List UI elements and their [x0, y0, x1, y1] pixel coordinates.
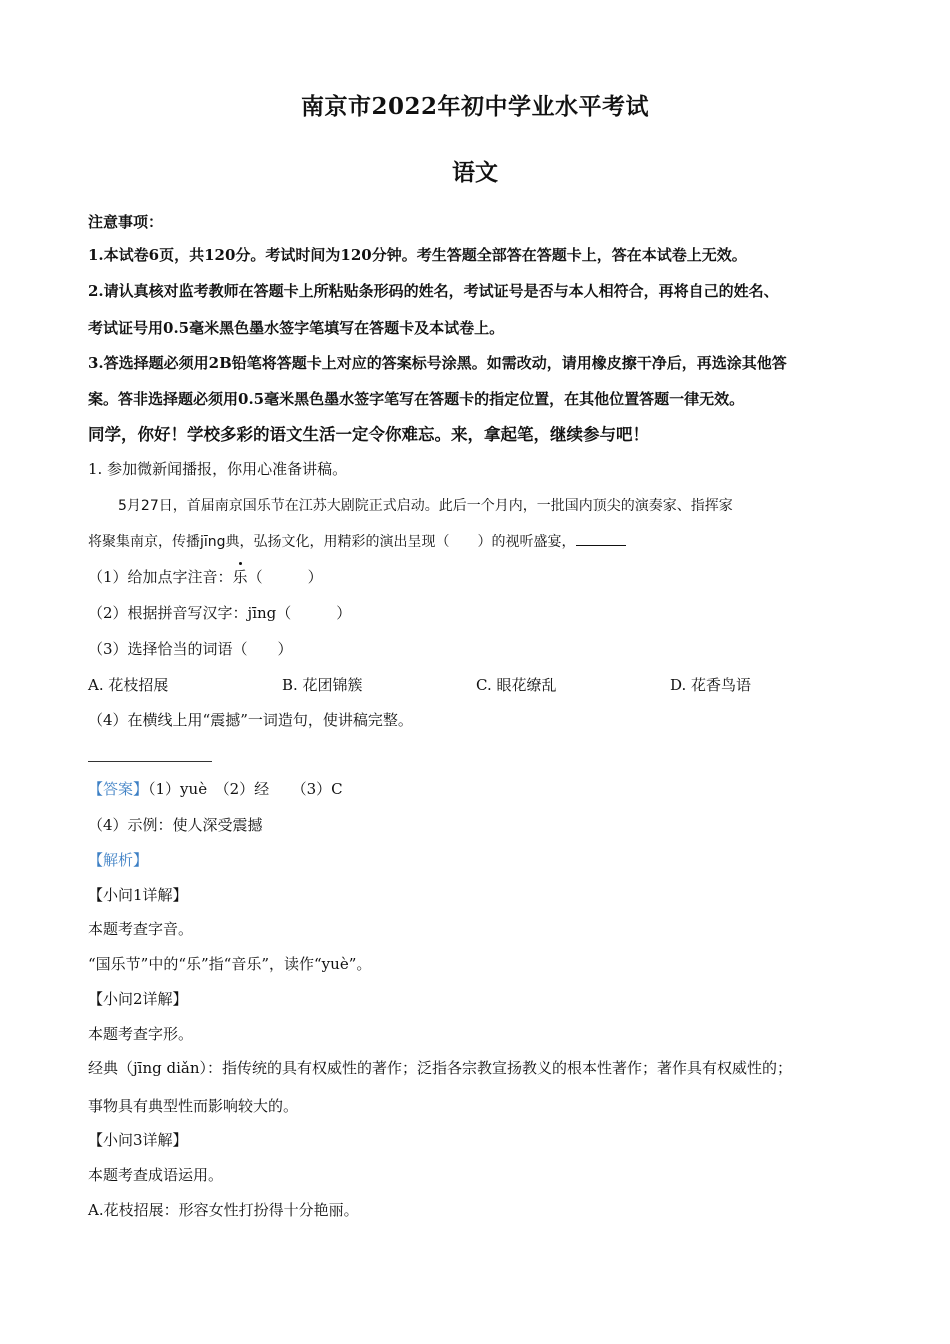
option-c: C. 眼花缭乱: [476, 676, 557, 694]
answer-line-1: [88, 779, 878, 799]
analysis-q2-line-3: 事物具有典型性而影响较大的。: [88, 1097, 299, 1115]
exam-subject: 语文: [452, 159, 498, 186]
answer-tag: 【答案】: [88, 780, 149, 798]
passage-line-2: [88, 531, 878, 552]
divider-line: [88, 761, 212, 762]
answer-line-2: （4）示例：使人深受震撼: [88, 816, 263, 834]
analysis-q1-heading: 【小问1详解】: [88, 886, 188, 904]
analysis-tag: 【解析】: [88, 851, 149, 869]
sub-question-2: （2）根据拼音写汉字：jīng（ ）: [88, 604, 352, 622]
notes-heading: 注意事项：: [88, 213, 164, 231]
analysis-q3-heading: 【小问3详解】: [88, 1131, 188, 1149]
passage-line-2-text: 将聚集南京，传播jīng典，弘扬文化，用精彩的演出呈现（ ）的视听盛宴，: [88, 534, 576, 550]
question-1-stem: 1. 参加微新闻播报，你用心准备讲稿。: [88, 460, 348, 478]
analysis-q2-line-1: 本题考查字形。: [88, 1025, 194, 1043]
analysis-q2-heading: 【小问2详解】: [88, 990, 188, 1008]
analysis-q3-line-2: A.花枝招展：形容女性打扮得十分艳丽。: [88, 1201, 359, 1219]
analysis-q1-line-2: “国乐节”中的“乐”指“音乐”，读作“yuè”。: [88, 955, 372, 973]
sub-question-1-prefix: （1）给加点字注音：: [88, 568, 233, 586]
option-d: D. 花香鸟语: [670, 676, 752, 694]
answer-line-1-text: （1）yuè （2）经 （3）C: [148, 780, 343, 798]
exam-title: 南京市2022年初中学业水平考试: [300, 93, 649, 120]
sub-question-1: [88, 567, 878, 587]
dotted-character: 乐: [232, 568, 248, 586]
note-item-2-line-2: 考试证号用0.5毫米黑色墨水签字笔填写在答题卡及本试卷上。: [88, 319, 505, 337]
analysis-q3-line-1: 本题考查成语运用。: [88, 1166, 224, 1184]
sub-question-3: （3）选择恰当的词语（ ）: [88, 640, 293, 658]
note-item-2-line-1: 2.请认真核对监考教师在答题卡上所粘贴条形码的姓名，考试证号是否与本人相符合，再将自己的姓名、: [88, 282, 779, 300]
greeting: 同学，你好！学校多彩的语文生活一定令你难忘。来，拿起笔，继续参与吧！: [88, 425, 649, 444]
sub-question-1-suffix: （ ）: [247, 568, 323, 586]
note-item-3-line-2: 案。答非选择题必须用0.5毫米黑色墨水签字笔写在答题卡的指定位置，在其他位置答题一律无效。: [88, 390, 745, 408]
analysis-q2-line-2: 经典（jīng diǎn）：指传统的具有权威性的著作；泛指各宗教宣扬教义的根本性著作；著作具有权威性的；: [88, 1059, 792, 1077]
analysis-q1-line-1: 本题考查字音。: [88, 920, 194, 938]
answer-blank: [576, 531, 626, 546]
note-item-1: 1.本试卷6页，共120分。考试时间为120分钟。考生答题全部答在答题卡上，答在本试卷上无效。: [88, 246, 747, 264]
option-b: B. 花团锦簇: [282, 676, 363, 694]
passage-line-1: 5月27日，首届南京国乐节在江苏大剧院正式启动。此后一个月内，一批国内顶尖的演奏家、指挥家: [118, 498, 733, 514]
sub-question-4: （4）在横线上用“震撼”一词造句，使讲稿完整。: [88, 711, 413, 729]
option-a: A. 花枝招展: [88, 676, 169, 694]
note-item-3-line-1: 3.答选择题必须用2B铅笔将答题卡上对应的答案标号涂黑。如需改动，请用橡皮擦干净后，再选涂其他答: [88, 354, 787, 372]
